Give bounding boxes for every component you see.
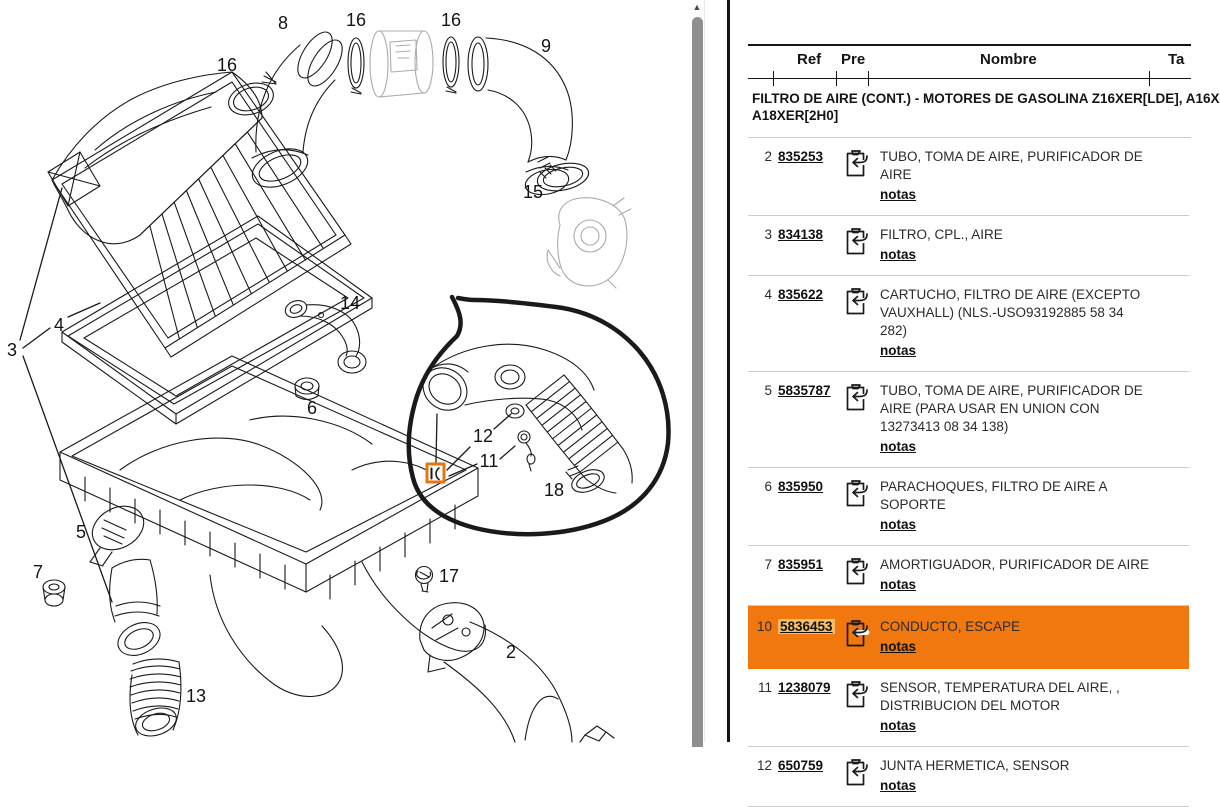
part-name: JUNTA HERMETICA, SENSOR notas [880,758,1070,793]
diagram-label-3: 3 [6,340,18,360]
diagram-label-4: 4 [53,315,65,335]
diagram-label-12: 12 [472,426,494,446]
part-number-link[interactable]: 834138 [778,227,824,242]
part-number-link[interactable]: 835950 [778,479,824,494]
table-row [748,276,1189,372]
row-ref-number: 11 [757,680,772,695]
copy-part-icon[interactable] [844,382,874,417]
part-name: CARTUCHO, FILTRO DE AIRE (EXCEPTO VAUXHALL) (NLS.-USO93192885 58 34 282) notas [880,287,1141,358]
diagram-label-16: 16 [216,55,238,75]
part-number-link[interactable]: 5835787 [778,383,831,398]
notas-link[interactable]: notas [880,187,917,202]
clip-17-drawing [416,567,433,593]
parts-table-panel [740,0,1220,793]
column-tick [1149,71,1150,86]
part-name: SENSOR, TEMPERATURA DEL AIRE, , DISTRIBUCION DEL MOTOR notas [880,680,1120,733]
grommet-6-drawing [295,378,319,400]
copy-part-icon[interactable] [844,679,874,714]
column-header-ref: Ref [797,51,822,68]
section-title: FILTRO DE AIRE (CONT.) - MOTORES DE GASOLINA Z16XER[LDE], A16X A18XER[2H0] [752,91,1220,123]
diagram-label-14: 14 [339,293,361,313]
notas-link[interactable]: notas [880,517,917,532]
column-tick [836,71,837,86]
table-row [748,747,1189,807]
diagram-label-5: 5 [75,522,87,542]
notas-link[interactable]: notas [880,247,917,262]
copy-part-icon[interactable] [844,618,874,653]
diagram-label-16: 16 [345,10,367,30]
diagram-label-13: 13 [185,686,207,706]
selected-part-marker[interactable] [427,464,444,482]
copy-part-icon[interactable] [844,478,874,513]
clamp-15-drawing [535,157,591,195]
clamp-18-drawing [566,465,608,496]
row-ref-number: 10 [756,619,772,634]
part-number-link[interactable]: 1238079 [778,680,831,695]
selection-loop [409,297,669,534]
elbow-duct-9-drawing [468,37,572,198]
part-name: TUBO, TOMA DE AIRE, PURIFICADOR DE AIRE notas [880,149,1143,202]
copy-part-icon[interactable] [844,226,874,261]
copy-part-icon[interactable] [844,286,874,321]
table-row [748,216,1189,276]
notas-link[interactable]: notas [880,639,917,654]
panel-divider [727,0,730,742]
diagram-label-8: 8 [277,13,289,33]
part-name: CONDUCTO, ESCAPE notas [880,619,1021,654]
diagram-label-16: 16 [440,10,462,30]
column-tick [773,71,774,86]
notas-link[interactable]: notas [880,577,917,592]
diagram-label-15: 15 [522,182,544,202]
scroll-up-arrow-icon[interactable]: ▲ [692,2,702,12]
notas-link[interactable]: notas [880,718,917,733]
row-ref-number: 12 [756,758,772,773]
part-number-link[interactable]: 835622 [778,287,824,302]
clamp-16-left-drawing [224,72,277,120]
header-bottom-rule [748,78,1191,79]
diagram-label-18: 18 [543,480,565,500]
intake-duct-13-drawing [110,559,181,740]
part-number-link[interactable]: 835253 [778,149,824,164]
scrollbar-thumb[interactable] [692,17,703,747]
diagram-label-7: 7 [32,562,44,582]
row-ref-number: 5 [764,383,772,398]
throttle-body-drawing [547,198,631,288]
diagram-label-6: 6 [306,398,318,418]
notas-link[interactable]: notas [880,343,917,358]
copy-part-icon[interactable] [844,556,874,591]
table-row [748,138,1189,216]
copy-part-icon[interactable] [844,757,874,792]
copy-part-icon[interactable] [844,148,874,183]
maf-sensor-drawing [370,31,433,97]
row-ref-number: 3 [764,227,772,242]
air-cleaner-cover-drawing [48,72,351,357]
part-name: TUBO, TOMA DE AIRE, PURIFICADOR DE AIRE (PARA USAR EN UNION CON 13273413 08 34 138) notas [880,383,1143,454]
header-top-rule [748,44,1191,46]
column-header-nombre: Nombre [980,51,1037,68]
part-number-link[interactable]: 650759 [778,758,824,773]
part-number-link[interactable]: 5836453 [780,619,833,634]
row-ref-number: 6 [764,479,772,494]
parts-rows [748,138,1189,807]
part-name: FILTRO, CPL., AIRE notas [880,227,1003,262]
diagram-label-17: 17 [438,566,460,586]
grommet-7-drawing [43,580,65,606]
diagram-label-11: 11 [479,451,499,471]
table-row [748,546,1189,606]
duct-2-drawing [420,603,614,742]
table-row [748,372,1189,468]
part-name: AMORTIGUADOR, PURIFICADOR DE AIRE notas [880,557,1150,592]
table-row [748,468,1189,546]
table-row [748,606,1189,669]
diagram-scrollbar[interactable] [689,0,705,742]
row-ref-number: 2 [764,149,772,164]
column-header-ta: Ta [1168,51,1185,68]
diagram-label-2: 2 [505,642,517,662]
table-row [748,669,1189,747]
notas-link[interactable]: notas [880,778,917,793]
row-ref-number: 7 [764,557,772,572]
notas-link[interactable]: notas [880,439,917,454]
row-ref-number: 4 [764,287,772,302]
part-number-link[interactable]: 835951 [778,557,824,572]
column-header-pre: Pre [841,51,866,68]
diagram-label-9: 9 [540,36,552,56]
diagram-part-labels [7,10,564,706]
part-name: PARACHOQUES, FILTRO DE AIRE A SOPORTE notas [880,479,1107,532]
column-tick [868,71,869,86]
